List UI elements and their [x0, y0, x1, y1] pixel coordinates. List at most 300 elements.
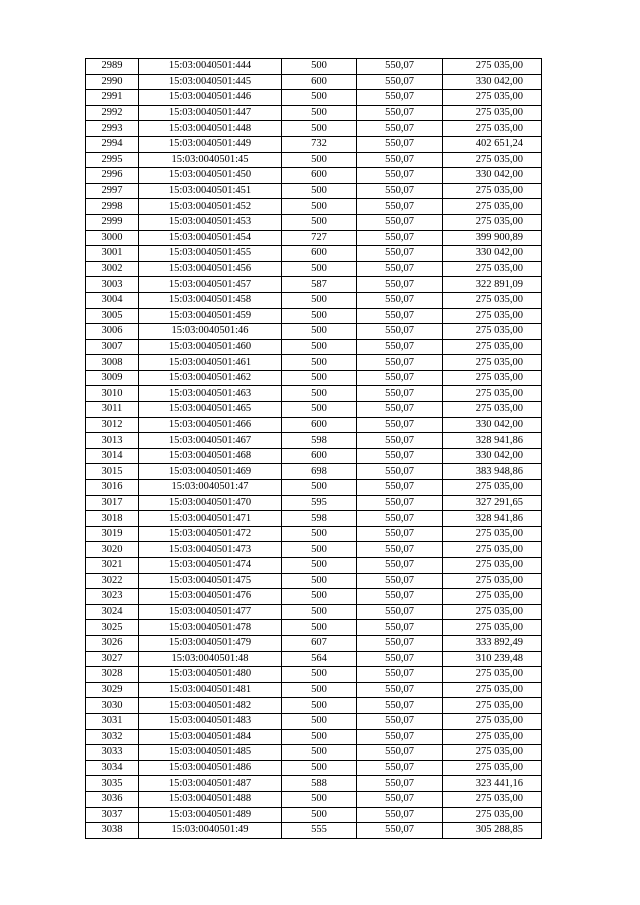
- table-row: [86, 745, 542, 761]
- rate-cell: 550,07: [357, 526, 443, 542]
- rate-cell: 550,07: [357, 90, 443, 106]
- table-row: [86, 791, 542, 807]
- area-cell: 500: [282, 370, 357, 386]
- rate-cell: 550,07: [357, 760, 443, 776]
- total-cell: 330 042,00: [443, 448, 542, 464]
- row-number-cell: 3012: [86, 417, 139, 433]
- cadastral-number-cell: 15:03:0040501:460: [139, 339, 282, 355]
- rate-cell: 550,07: [357, 776, 443, 792]
- total-cell: 275 035,00: [443, 214, 542, 230]
- row-number-cell: 3005: [86, 308, 139, 324]
- table-row: [86, 651, 542, 667]
- table-row: [86, 199, 542, 215]
- total-cell: 275 035,00: [443, 604, 542, 620]
- area-cell: 600: [282, 74, 357, 90]
- rate-cell: 550,07: [357, 246, 443, 262]
- rate-cell: 550,07: [357, 261, 443, 277]
- table-row: [86, 823, 542, 839]
- table-row: [86, 698, 542, 714]
- table-body: [86, 59, 542, 839]
- total-cell: 275 035,00: [443, 152, 542, 168]
- row-number-cell: 3013: [86, 433, 139, 449]
- area-cell: 607: [282, 635, 357, 651]
- area-cell: 500: [282, 308, 357, 324]
- rate-cell: 550,07: [357, 713, 443, 729]
- row-number-cell: 2996: [86, 168, 139, 184]
- table-row: [86, 542, 542, 558]
- total-cell: 327 291,65: [443, 495, 542, 511]
- row-number-cell: 3016: [86, 480, 139, 496]
- cadastral-number-cell: 15:03:0040501:486: [139, 760, 282, 776]
- cadastral-number-cell: 15:03:0040501:452: [139, 199, 282, 215]
- total-cell: 275 035,00: [443, 105, 542, 121]
- cadastral-number-cell: 15:03:0040501:450: [139, 168, 282, 184]
- table-row: [86, 292, 542, 308]
- cadastral-number-cell: 15:03:0040501:445: [139, 74, 282, 90]
- row-number-cell: 2994: [86, 136, 139, 152]
- area-cell: 500: [282, 386, 357, 402]
- row-number-cell: 3020: [86, 542, 139, 558]
- row-number-cell: 3018: [86, 511, 139, 527]
- area-cell: 600: [282, 417, 357, 433]
- row-number-cell: 3010: [86, 386, 139, 402]
- row-number-cell: 3015: [86, 464, 139, 480]
- total-cell: 275 035,00: [443, 698, 542, 714]
- cadastral-number-cell: 15:03:0040501:458: [139, 292, 282, 308]
- table-row: [86, 370, 542, 386]
- total-cell: 328 941,86: [443, 433, 542, 449]
- row-number-cell: 2992: [86, 105, 139, 121]
- table-row: [86, 402, 542, 418]
- row-number-cell: 3001: [86, 246, 139, 262]
- cadastral-number-cell: 15:03:0040501:485: [139, 745, 282, 761]
- area-cell: 500: [282, 121, 357, 137]
- cadastral-number-cell: 15:03:0040501:46: [139, 324, 282, 340]
- total-cell: 275 035,00: [443, 90, 542, 106]
- rate-cell: 550,07: [357, 620, 443, 636]
- row-number-cell: 3022: [86, 573, 139, 589]
- row-number-cell: 3034: [86, 760, 139, 776]
- area-cell: 500: [282, 807, 357, 823]
- area-cell: 500: [282, 698, 357, 714]
- rate-cell: 550,07: [357, 152, 443, 168]
- area-cell: 500: [282, 589, 357, 605]
- cadastral-number-cell: 15:03:0040501:478: [139, 620, 282, 636]
- table-row: [86, 308, 542, 324]
- rate-cell: 550,07: [357, 308, 443, 324]
- row-number-cell: 3037: [86, 807, 139, 823]
- total-cell: 330 042,00: [443, 168, 542, 184]
- row-number-cell: 3002: [86, 261, 139, 277]
- area-cell: 732: [282, 136, 357, 152]
- total-cell: 402 651,24: [443, 136, 542, 152]
- rate-cell: 550,07: [357, 464, 443, 480]
- cadastral-number-cell: 15:03:0040501:475: [139, 573, 282, 589]
- total-cell: 330 042,00: [443, 417, 542, 433]
- row-number-cell: 3003: [86, 277, 139, 293]
- table-row: [86, 261, 542, 277]
- area-cell: 500: [282, 480, 357, 496]
- area-cell: 500: [282, 199, 357, 215]
- row-number-cell: 2990: [86, 74, 139, 90]
- cadastral-number-cell: 15:03:0040501:467: [139, 433, 282, 449]
- rate-cell: 550,07: [357, 448, 443, 464]
- cadastral-number-cell: 15:03:0040501:480: [139, 667, 282, 683]
- area-cell: 500: [282, 682, 357, 698]
- cadastral-table: [85, 58, 542, 839]
- row-number-cell: 3025: [86, 620, 139, 636]
- cadastral-number-cell: 15:03:0040501:472: [139, 526, 282, 542]
- table-row: [86, 152, 542, 168]
- rate-cell: 550,07: [357, 667, 443, 683]
- row-number-cell: 2999: [86, 214, 139, 230]
- row-number-cell: 3019: [86, 526, 139, 542]
- total-cell: 275 035,00: [443, 807, 542, 823]
- rate-cell: 550,07: [357, 199, 443, 215]
- table-row: [86, 168, 542, 184]
- total-cell: 322 891,09: [443, 277, 542, 293]
- area-cell: 500: [282, 791, 357, 807]
- row-number-cell: 3021: [86, 558, 139, 574]
- cadastral-number-cell: 15:03:0040501:45: [139, 152, 282, 168]
- row-number-cell: 2995: [86, 152, 139, 168]
- total-cell: 275 035,00: [443, 355, 542, 371]
- total-cell: 275 035,00: [443, 480, 542, 496]
- row-number-cell: 3026: [86, 635, 139, 651]
- rate-cell: 550,07: [357, 74, 443, 90]
- rate-cell: 550,07: [357, 105, 443, 121]
- total-cell: 275 035,00: [443, 620, 542, 636]
- total-cell: 275 035,00: [443, 59, 542, 75]
- cadastral-number-cell: 15:03:0040501:470: [139, 495, 282, 511]
- cadastral-number-cell: 15:03:0040501:469: [139, 464, 282, 480]
- table-row: [86, 604, 542, 620]
- area-cell: 500: [282, 542, 357, 558]
- row-number-cell: 3030: [86, 698, 139, 714]
- table-row: [86, 277, 542, 293]
- rate-cell: 550,07: [357, 417, 443, 433]
- table-row: [86, 74, 542, 90]
- rate-cell: 550,07: [357, 168, 443, 184]
- total-cell: 275 035,00: [443, 370, 542, 386]
- rate-cell: 550,07: [357, 745, 443, 761]
- cadastral-number-cell: 15:03:0040501:473: [139, 542, 282, 558]
- area-cell: 698: [282, 464, 357, 480]
- cadastral-number-cell: 15:03:0040501:474: [139, 558, 282, 574]
- area-cell: 564: [282, 651, 357, 667]
- area-cell: 500: [282, 573, 357, 589]
- cadastral-number-cell: 15:03:0040501:453: [139, 214, 282, 230]
- row-number-cell: 3038: [86, 823, 139, 839]
- cadastral-number-cell: 15:03:0040501:466: [139, 417, 282, 433]
- cadastral-number-cell: 15:03:0040501:459: [139, 308, 282, 324]
- total-cell: 333 892,49: [443, 635, 542, 651]
- total-cell: 275 035,00: [443, 745, 542, 761]
- rate-cell: 550,07: [357, 214, 443, 230]
- rate-cell: 550,07: [357, 386, 443, 402]
- rate-cell: 550,07: [357, 682, 443, 698]
- rate-cell: 550,07: [357, 698, 443, 714]
- row-number-cell: 3000: [86, 230, 139, 246]
- rate-cell: 550,07: [357, 635, 443, 651]
- cadastral-number-cell: 15:03:0040501:476: [139, 589, 282, 605]
- area-cell: 598: [282, 511, 357, 527]
- table-row: [86, 511, 542, 527]
- rate-cell: 550,07: [357, 495, 443, 511]
- row-number-cell: 2998: [86, 199, 139, 215]
- rate-cell: 550,07: [357, 558, 443, 574]
- table-row: [86, 635, 542, 651]
- row-number-cell: 3024: [86, 604, 139, 620]
- area-cell: 598: [282, 433, 357, 449]
- table-row: [86, 480, 542, 496]
- area-cell: 500: [282, 339, 357, 355]
- row-number-cell: 3006: [86, 324, 139, 340]
- total-cell: 275 035,00: [443, 261, 542, 277]
- rate-cell: 550,07: [357, 370, 443, 386]
- table-row: [86, 760, 542, 776]
- total-cell: 275 035,00: [443, 558, 542, 574]
- table-row: [86, 386, 542, 402]
- rate-cell: 550,07: [357, 292, 443, 308]
- cadastral-number-cell: 15:03:0040501:471: [139, 511, 282, 527]
- cadastral-number-cell: 15:03:0040501:455: [139, 246, 282, 262]
- table-row: [86, 355, 542, 371]
- table-row: [86, 121, 542, 137]
- table-row: [86, 589, 542, 605]
- area-cell: 500: [282, 667, 357, 683]
- rate-cell: 550,07: [357, 230, 443, 246]
- area-cell: 500: [282, 760, 357, 776]
- rate-cell: 550,07: [357, 339, 443, 355]
- row-number-cell: 3004: [86, 292, 139, 308]
- table-row: [86, 807, 542, 823]
- table-row: [86, 573, 542, 589]
- cadastral-number-cell: 15:03:0040501:451: [139, 183, 282, 199]
- area-cell: 500: [282, 402, 357, 418]
- rate-cell: 550,07: [357, 651, 443, 667]
- cadastral-number-cell: 15:03:0040501:489: [139, 807, 282, 823]
- rate-cell: 550,07: [357, 277, 443, 293]
- total-cell: 330 042,00: [443, 246, 542, 262]
- area-cell: 600: [282, 168, 357, 184]
- cadastral-number-cell: 15:03:0040501:483: [139, 713, 282, 729]
- table-row: [86, 526, 542, 542]
- cadastral-number-cell: 15:03:0040501:446: [139, 90, 282, 106]
- cadastral-number-cell: 15:03:0040501:484: [139, 729, 282, 745]
- table-row: [86, 558, 542, 574]
- total-cell: 275 035,00: [443, 183, 542, 199]
- rate-cell: 550,07: [357, 355, 443, 371]
- table-row: [86, 448, 542, 464]
- table-row: [86, 59, 542, 75]
- total-cell: 275 035,00: [443, 386, 542, 402]
- row-number-cell: 3009: [86, 370, 139, 386]
- rate-cell: 550,07: [357, 791, 443, 807]
- total-cell: 275 035,00: [443, 760, 542, 776]
- total-cell: 310 239,48: [443, 651, 542, 667]
- cadastral-number-cell: 15:03:0040501:454: [139, 230, 282, 246]
- area-cell: 500: [282, 183, 357, 199]
- area-cell: 727: [282, 230, 357, 246]
- row-number-cell: 2991: [86, 90, 139, 106]
- cadastral-number-cell: 15:03:0040501:488: [139, 791, 282, 807]
- area-cell: 588: [282, 776, 357, 792]
- area-cell: 500: [282, 292, 357, 308]
- row-number-cell: 3028: [86, 667, 139, 683]
- area-cell: 500: [282, 355, 357, 371]
- total-cell: 383 948,86: [443, 464, 542, 480]
- table-row: [86, 464, 542, 480]
- area-cell: 555: [282, 823, 357, 839]
- table-row: [86, 417, 542, 433]
- total-cell: 323 441,16: [443, 776, 542, 792]
- area-cell: 595: [282, 495, 357, 511]
- rate-cell: 550,07: [357, 324, 443, 340]
- cadastral-number-cell: 15:03:0040501:456: [139, 261, 282, 277]
- total-cell: 275 035,00: [443, 199, 542, 215]
- rate-cell: 550,07: [357, 729, 443, 745]
- total-cell: 330 042,00: [443, 74, 542, 90]
- rate-cell: 550,07: [357, 59, 443, 75]
- cadastral-number-cell: 15:03:0040501:448: [139, 121, 282, 137]
- cadastral-number-cell: 15:03:0040501:487: [139, 776, 282, 792]
- table-row: [86, 90, 542, 106]
- rate-cell: 550,07: [357, 807, 443, 823]
- cadastral-number-cell: 15:03:0040501:47: [139, 480, 282, 496]
- rate-cell: 550,07: [357, 480, 443, 496]
- rate-cell: 550,07: [357, 121, 443, 137]
- cadastral-number-cell: 15:03:0040501:479: [139, 635, 282, 651]
- row-number-cell: 3033: [86, 745, 139, 761]
- row-number-cell: 3036: [86, 791, 139, 807]
- table-row: [86, 776, 542, 792]
- total-cell: 275 035,00: [443, 526, 542, 542]
- cadastral-number-cell: 15:03:0040501:444: [139, 59, 282, 75]
- rate-cell: 550,07: [357, 136, 443, 152]
- row-number-cell: 3031: [86, 713, 139, 729]
- area-cell: 500: [282, 90, 357, 106]
- row-number-cell: 3011: [86, 402, 139, 418]
- table-row: [86, 495, 542, 511]
- table-row: [86, 620, 542, 636]
- area-cell: 587: [282, 277, 357, 293]
- area-cell: 500: [282, 152, 357, 168]
- area-cell: 600: [282, 246, 357, 262]
- total-cell: 275 035,00: [443, 308, 542, 324]
- total-cell: 275 035,00: [443, 713, 542, 729]
- total-cell: 275 035,00: [443, 682, 542, 698]
- rate-cell: 550,07: [357, 573, 443, 589]
- cadastral-number-cell: 15:03:0040501:449: [139, 136, 282, 152]
- area-cell: 500: [282, 745, 357, 761]
- table-row: [86, 713, 542, 729]
- table-row: [86, 183, 542, 199]
- rate-cell: 550,07: [357, 433, 443, 449]
- rate-cell: 550,07: [357, 402, 443, 418]
- table-row: [86, 230, 542, 246]
- rate-cell: 550,07: [357, 589, 443, 605]
- table-row: [86, 246, 542, 262]
- cadastral-number-cell: 15:03:0040501:477: [139, 604, 282, 620]
- total-cell: 275 035,00: [443, 292, 542, 308]
- area-cell: 600: [282, 448, 357, 464]
- table-row: [86, 682, 542, 698]
- table-row: [86, 324, 542, 340]
- rate-cell: 550,07: [357, 823, 443, 839]
- cadastral-number-cell: 15:03:0040501:49: [139, 823, 282, 839]
- row-number-cell: 3029: [86, 682, 139, 698]
- area-cell: 500: [282, 620, 357, 636]
- total-cell: 399 900,89: [443, 230, 542, 246]
- row-number-cell: 3017: [86, 495, 139, 511]
- row-number-cell: 3032: [86, 729, 139, 745]
- area-cell: 500: [282, 214, 357, 230]
- cadastral-number-cell: 15:03:0040501:447: [139, 105, 282, 121]
- total-cell: 275 035,00: [443, 339, 542, 355]
- cadastral-number-cell: 15:03:0040501:463: [139, 386, 282, 402]
- area-cell: 500: [282, 105, 357, 121]
- table-row: [86, 105, 542, 121]
- row-number-cell: 2997: [86, 183, 139, 199]
- total-cell: 275 035,00: [443, 324, 542, 340]
- row-number-cell: 3023: [86, 589, 139, 605]
- area-cell: 500: [282, 558, 357, 574]
- row-number-cell: 3014: [86, 448, 139, 464]
- table-row: [86, 214, 542, 230]
- table-row: [86, 136, 542, 152]
- row-number-cell: 3035: [86, 776, 139, 792]
- total-cell: 275 035,00: [443, 121, 542, 137]
- total-cell: 305 288,85: [443, 823, 542, 839]
- row-number-cell: 2989: [86, 59, 139, 75]
- table-row: [86, 729, 542, 745]
- row-number-cell: 3007: [86, 339, 139, 355]
- area-cell: 500: [282, 261, 357, 277]
- cadastral-number-cell: 15:03:0040501:468: [139, 448, 282, 464]
- row-number-cell: 3027: [86, 651, 139, 667]
- cadastral-number-cell: 15:03:0040501:462: [139, 370, 282, 386]
- total-cell: 275 035,00: [443, 542, 542, 558]
- cadastral-number-cell: 15:03:0040501:482: [139, 698, 282, 714]
- rate-cell: 550,07: [357, 604, 443, 620]
- cadastral-number-cell: 15:03:0040501:461: [139, 355, 282, 371]
- area-cell: 500: [282, 604, 357, 620]
- total-cell: 275 035,00: [443, 402, 542, 418]
- rate-cell: 550,07: [357, 511, 443, 527]
- area-cell: 500: [282, 59, 357, 75]
- table-row: [86, 667, 542, 683]
- cadastral-number-cell: 15:03:0040501:457: [139, 277, 282, 293]
- cadastral-number-cell: 15:03:0040501:481: [139, 682, 282, 698]
- rate-cell: 550,07: [357, 542, 443, 558]
- area-cell: 500: [282, 526, 357, 542]
- area-cell: 500: [282, 324, 357, 340]
- total-cell: 275 035,00: [443, 573, 542, 589]
- cadastral-number-cell: 15:03:0040501:48: [139, 651, 282, 667]
- rate-cell: 550,07: [357, 183, 443, 199]
- total-cell: 275 035,00: [443, 791, 542, 807]
- total-cell: 275 035,00: [443, 589, 542, 605]
- table-row: [86, 339, 542, 355]
- cadastral-number-cell: 15:03:0040501:465: [139, 402, 282, 418]
- area-cell: 500: [282, 729, 357, 745]
- total-cell: 328 941,86: [443, 511, 542, 527]
- row-number-cell: 3008: [86, 355, 139, 371]
- table-row: [86, 433, 542, 449]
- total-cell: 275 035,00: [443, 729, 542, 745]
- row-number-cell: 2993: [86, 121, 139, 137]
